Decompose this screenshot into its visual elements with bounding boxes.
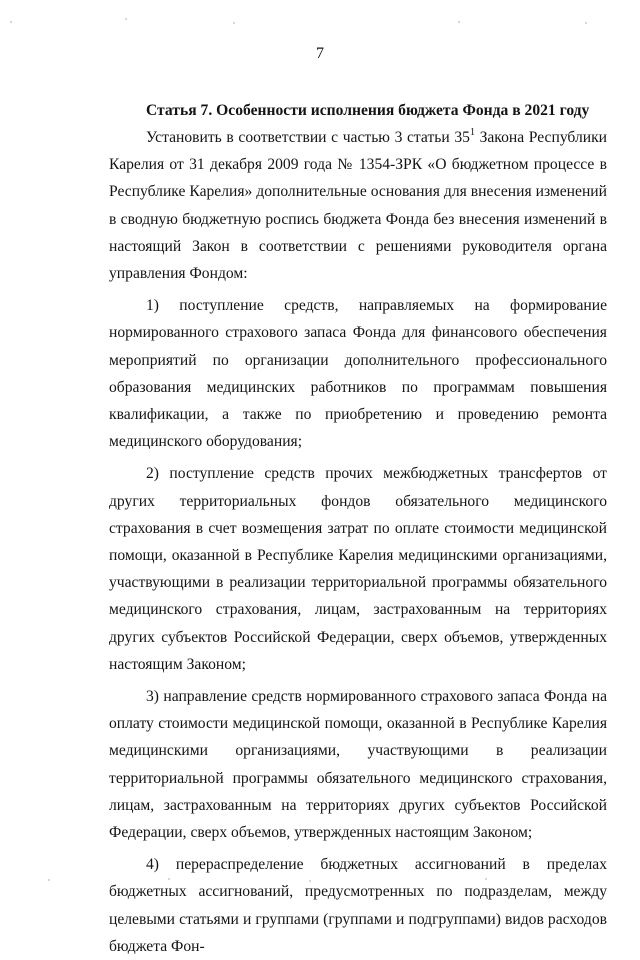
intro-text-after-superscript: Закона Республики Карелия от 31 декабря 2009 года № 1354-ЗРК «О бюджетном процессе в Республике Карелия» дополнительные основания для внесения изменений в сводную бюджетную роспись бюджета Фонда без внесения изменений в настоящий Закон в соответствии с решениями руководителя органа управления Фондом:	[109, 129, 607, 283]
basis-item-3: 3) направление средств нормированного страхового запаса Фонда на оплату стоимости медицинской помощи, оказанной в Республике Карелия медицинскими организациями, участвующими в реализации территориальной программы обязательного медицинского страхования, лицам, застрахованным на территориях других субъектов Российской Федерации, сверх объемов, утвержденных настоящим Законом;	[109, 688, 607, 842]
scan-artifact-dot	[10, 21, 12, 23]
scan-artifact-dot	[48, 879, 50, 881]
basis-item-2: 2) поступление средств прочих межбюджетных трансфертов от других территориальных фондов обязательного медицинского страхования в счет возмещения затрат по оплате стоимости медицинской помощи, оказанной в Республике Карелия медицинскими организациями, участвующими в реализации территориальной программы обязательного медицинского страхования, лицам, застрахованным на территориях других субъектов Российской Федерации, сверх объемов, утвержденных настоящим Законом;	[109, 465, 607, 673]
basis-item-4: 4) перераспределение бюджетных ассигнований в пределах бюджетных ассигнований, предусмотренных по подразделам, между целевыми статьями и группами (группами и подгруппами) видов расходов бюджета Фон-	[109, 856, 607, 955]
statute-superscript: 1	[469, 126, 475, 138]
scan-artifact-dot	[125, 18, 127, 20]
article-label: Статья 7.	[146, 102, 213, 119]
basis-item-1: 1) поступление средств, направляемых на формирование нормированного страхового запаса Фонда для финансового обеспечения мероприятий по организации дополнительного профессионального образования медицинских работников по программам повышения квалификации, а также по приобретению и проведению ремонта медицинского оборудования;	[109, 297, 607, 451]
law-text	[109, 97, 607, 960]
article-intro	[109, 124, 607, 287]
scan-artifact-dot	[458, 21, 460, 23]
page-number: 7	[316, 45, 324, 62]
intro-text-before-superscript: Установить в соответствии с частью 3 статьи 35	[146, 129, 470, 146]
scan-artifact-dot	[168, 878, 170, 880]
article-heading	[146, 97, 607, 124]
scan-artifact-dot	[585, 22, 587, 24]
scan-artifact-dot	[233, 22, 235, 24]
scan-artifact-dot	[309, 880, 311, 882]
article-title: Особенности исполнения бюджета Фонда в 2021 году	[216, 102, 590, 119]
scan-artifact-dot	[485, 878, 487, 880]
